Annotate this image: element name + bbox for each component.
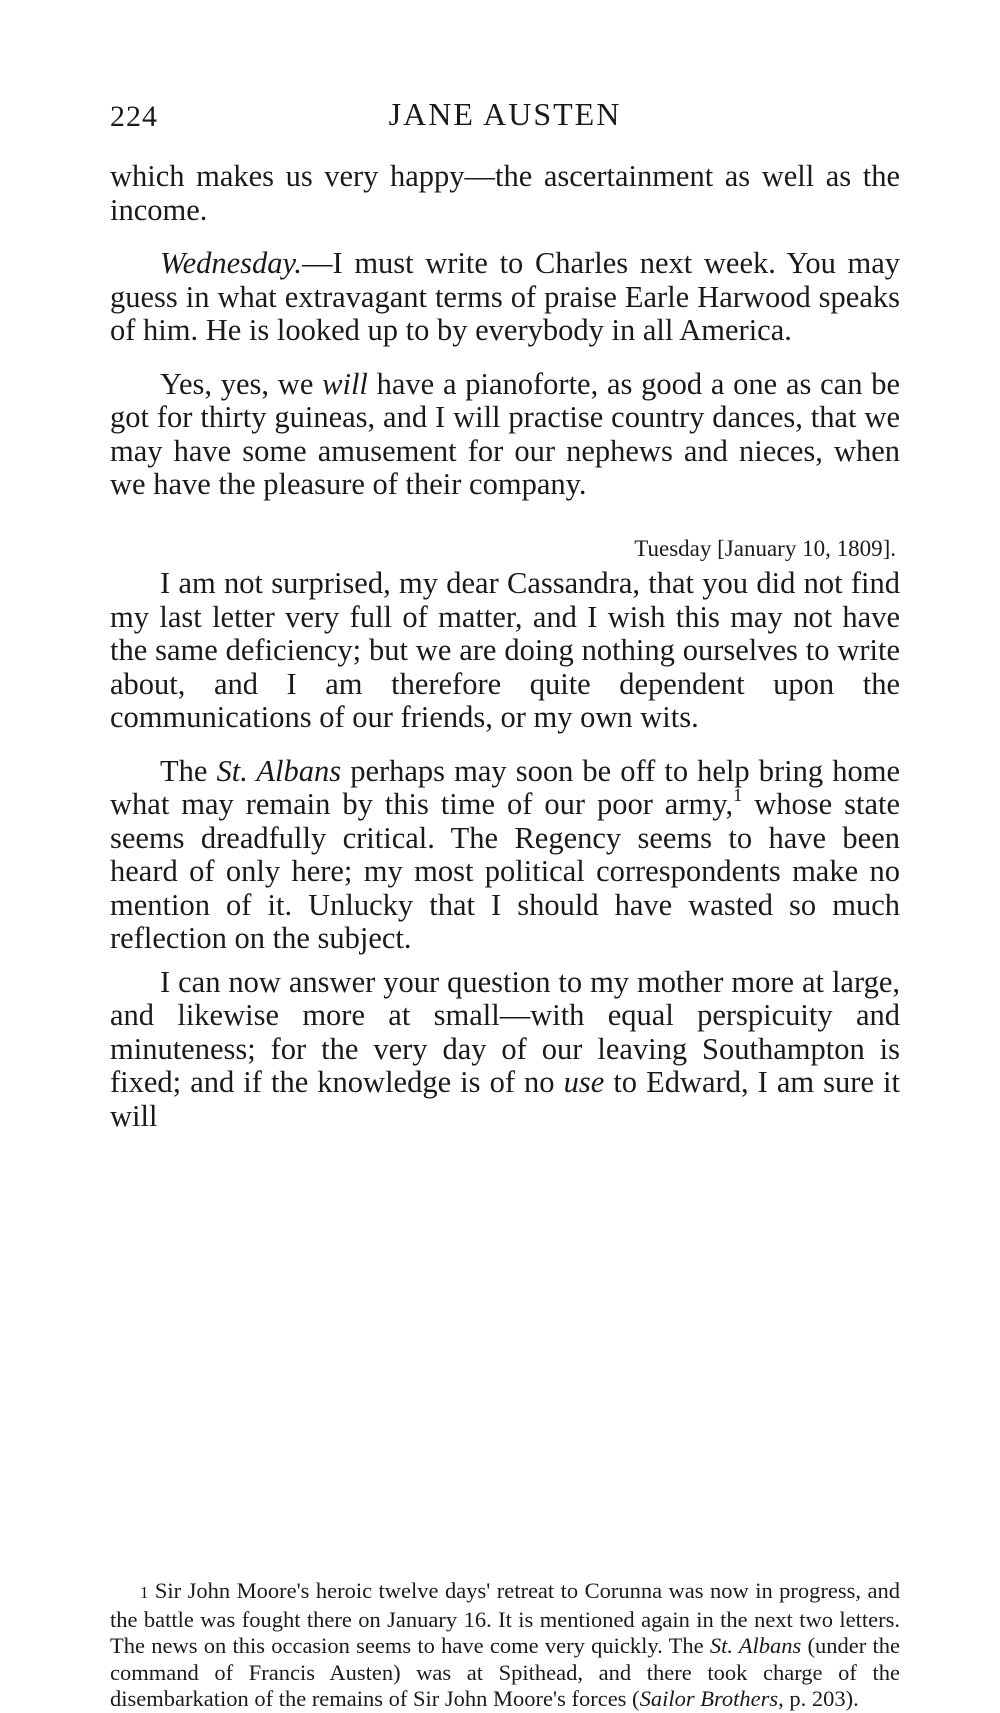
letter-dateline: Tuesday [January 10, 1809]. [634,535,896,561]
footnote-reference: 1 [733,785,743,806]
paragraph-cassandra: I am not surprised, my dear Cassandra, that you did not find my last letter very full of matter, and I wish this may not have the same deficiency; but we are doing nothing ourselves to write about, and I am therefore quite dependent upon the communications of our friends, or my own wits. [110,566,900,734]
footnotes [110,1578,900,1713]
day-heading: Wednesday. [160,246,303,280]
paragraph-continuation: which makes us very happy—the ascertainment as well as the income. [110,159,900,227]
page-number: 224 [110,100,158,133]
running-title: JANE AUSTEN [388,96,622,132]
footnote-marker: 1 [140,1583,149,1602]
paragraph-wednesday: Wednesday.—I must write to Charles next week. You may guess in what extravagant terms of praise Earle Harwood speaks of him. He is looked up to by everybody in all America. [110,246,900,347]
page-header [110,92,900,142]
paragraph-st-albans: The St. Albans perhaps may soon be off to help bring home what may remain by this time of our poor army,$^1$ whose state seems dreadfully critical. The Regency seems to have been heard of only here; my most political correspondents make no mention of it. Unlucky that I should have wasted so much reflection on the subject. [110,753,900,955]
paragraph-pianoforte: Yes, yes, we will have a pianoforte, as good a one as can be got for thirty guineas, and I will practise country dances, that we may have some amusement for our nephews and nieces, when we have the pleasure of their company. [110,366,900,501]
footnote-1: 1 Sir John Moore's heroic twelve days' retreat to Corunna was now in progress, and the battle was fought there on January 16. It is mentioned again in the next two letters. The news on this occasion seems to have come very quickly. The St. Albans (under the command of Francis Austen) was at Spithead, and there took charge of the disembarkation of the remains of Sir John Moore's forces (Sailor Brothers, p. 203). [110,1578,900,1711]
paragraph-southampton: I can now answer your question to my mother more at large, and likewise more at small—with equal perspicuity and minuteness; for the very day of our leaving Southampton is fixed; and if the knowledge is of no use to Edward, I am sure it will [110,964,900,1133]
body-text [110,160,900,1133]
